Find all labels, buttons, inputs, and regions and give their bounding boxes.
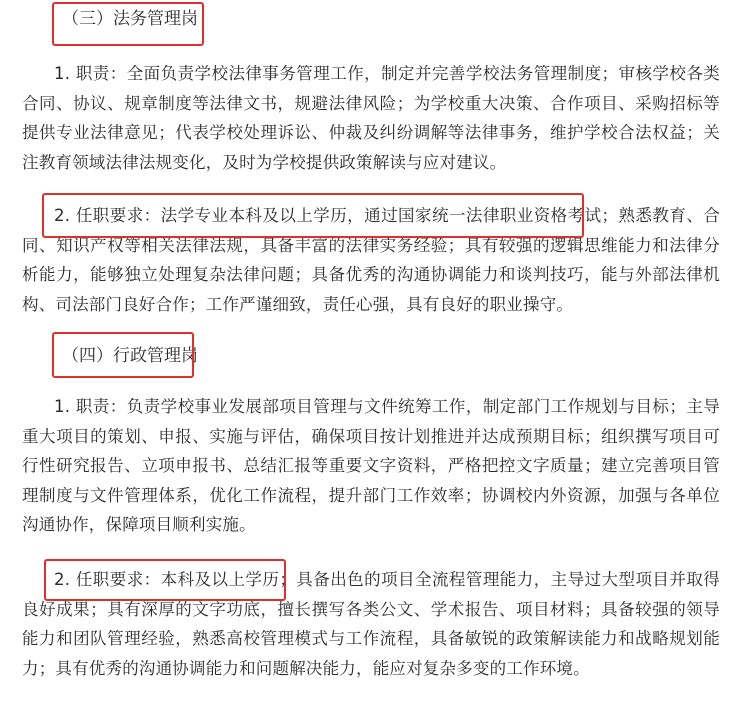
admin-requirement-highlighted: 2. 任职要求：本科及以上学历；	[54, 570, 297, 589]
admin-requirement-rest: 具备出色的项目全流程管理能力，主导过大型项目并取得良好成果；具有深厚的文字功底，擅长撰写各类公文、学术报告、项目材料；具备较强的领导能力和团队管理经验，熟悉高校管理模式与工作流程，具备敏锐的政策解读能力和战略规划能力；具有优秀的沟通协调能力和问题解决能力，能应对复杂多变的工作环境。	[22, 570, 721, 678]
legal-requirement-highlighted: 2. 任职要求：法学专业本科及以上学历，通过国家统一法律职业资格考试；	[54, 206, 619, 225]
legal-requirement-rest: 熟悉教育、合同、知识产权等相关法律法规，具备丰富的法律实务经验；具有较强的逻辑思维能力和法律分析能力，能够独立处理复杂法律问题；具备优秀的沟通协调能力和谈判技巧，能与外部法律机构、司法部门良好合作；工作严谨细致，责任心强，具有良好的职业操守。	[22, 206, 720, 314]
legal-duty-paragraph	[22, 59, 720, 177]
section-heading-admin: （四）行政管理岗	[62, 346, 198, 366]
admin-duty-text: 1. 职责：负责学校事业发展部项目管理与文件统筹工作，制定部门工作规划与目标；主导重大项目的策划、申报、实施与评估，确保项目按计划推进并达成预期目标；组织撰写项目可行性研究报告、立项申报书、总结汇报等重要文字资料，严格把控文字质量；建立完善项目管理制度与文件管理体系，优化工作流程，提升部门工作效率；协调校内外资源，加强与各单位沟通协作，保障项目顺利实施。	[22, 397, 720, 534]
legal-requirements-paragraph	[22, 201, 720, 319]
admin-requirements-paragraph	[22, 565, 720, 683]
legal-duty-text: 1. 职责：全面负责学校法律事务管理工作，制定并完善学校法务管理制度；审核学校各类合同、协议、规章制度等法律文书，规避法律风险；为学校重大决策、合作项目、采购招标等提供专业法律意见；代表学校处理诉讼、仲裁及纠纷调解等法律事务，维护学校合法权益；关注教育领域法律法规变化，及时为学校提供政策解读与应对建议。	[22, 64, 720, 172]
section-heading-legal: （三）法务管理岗	[62, 9, 198, 29]
admin-duty-paragraph	[22, 392, 720, 540]
